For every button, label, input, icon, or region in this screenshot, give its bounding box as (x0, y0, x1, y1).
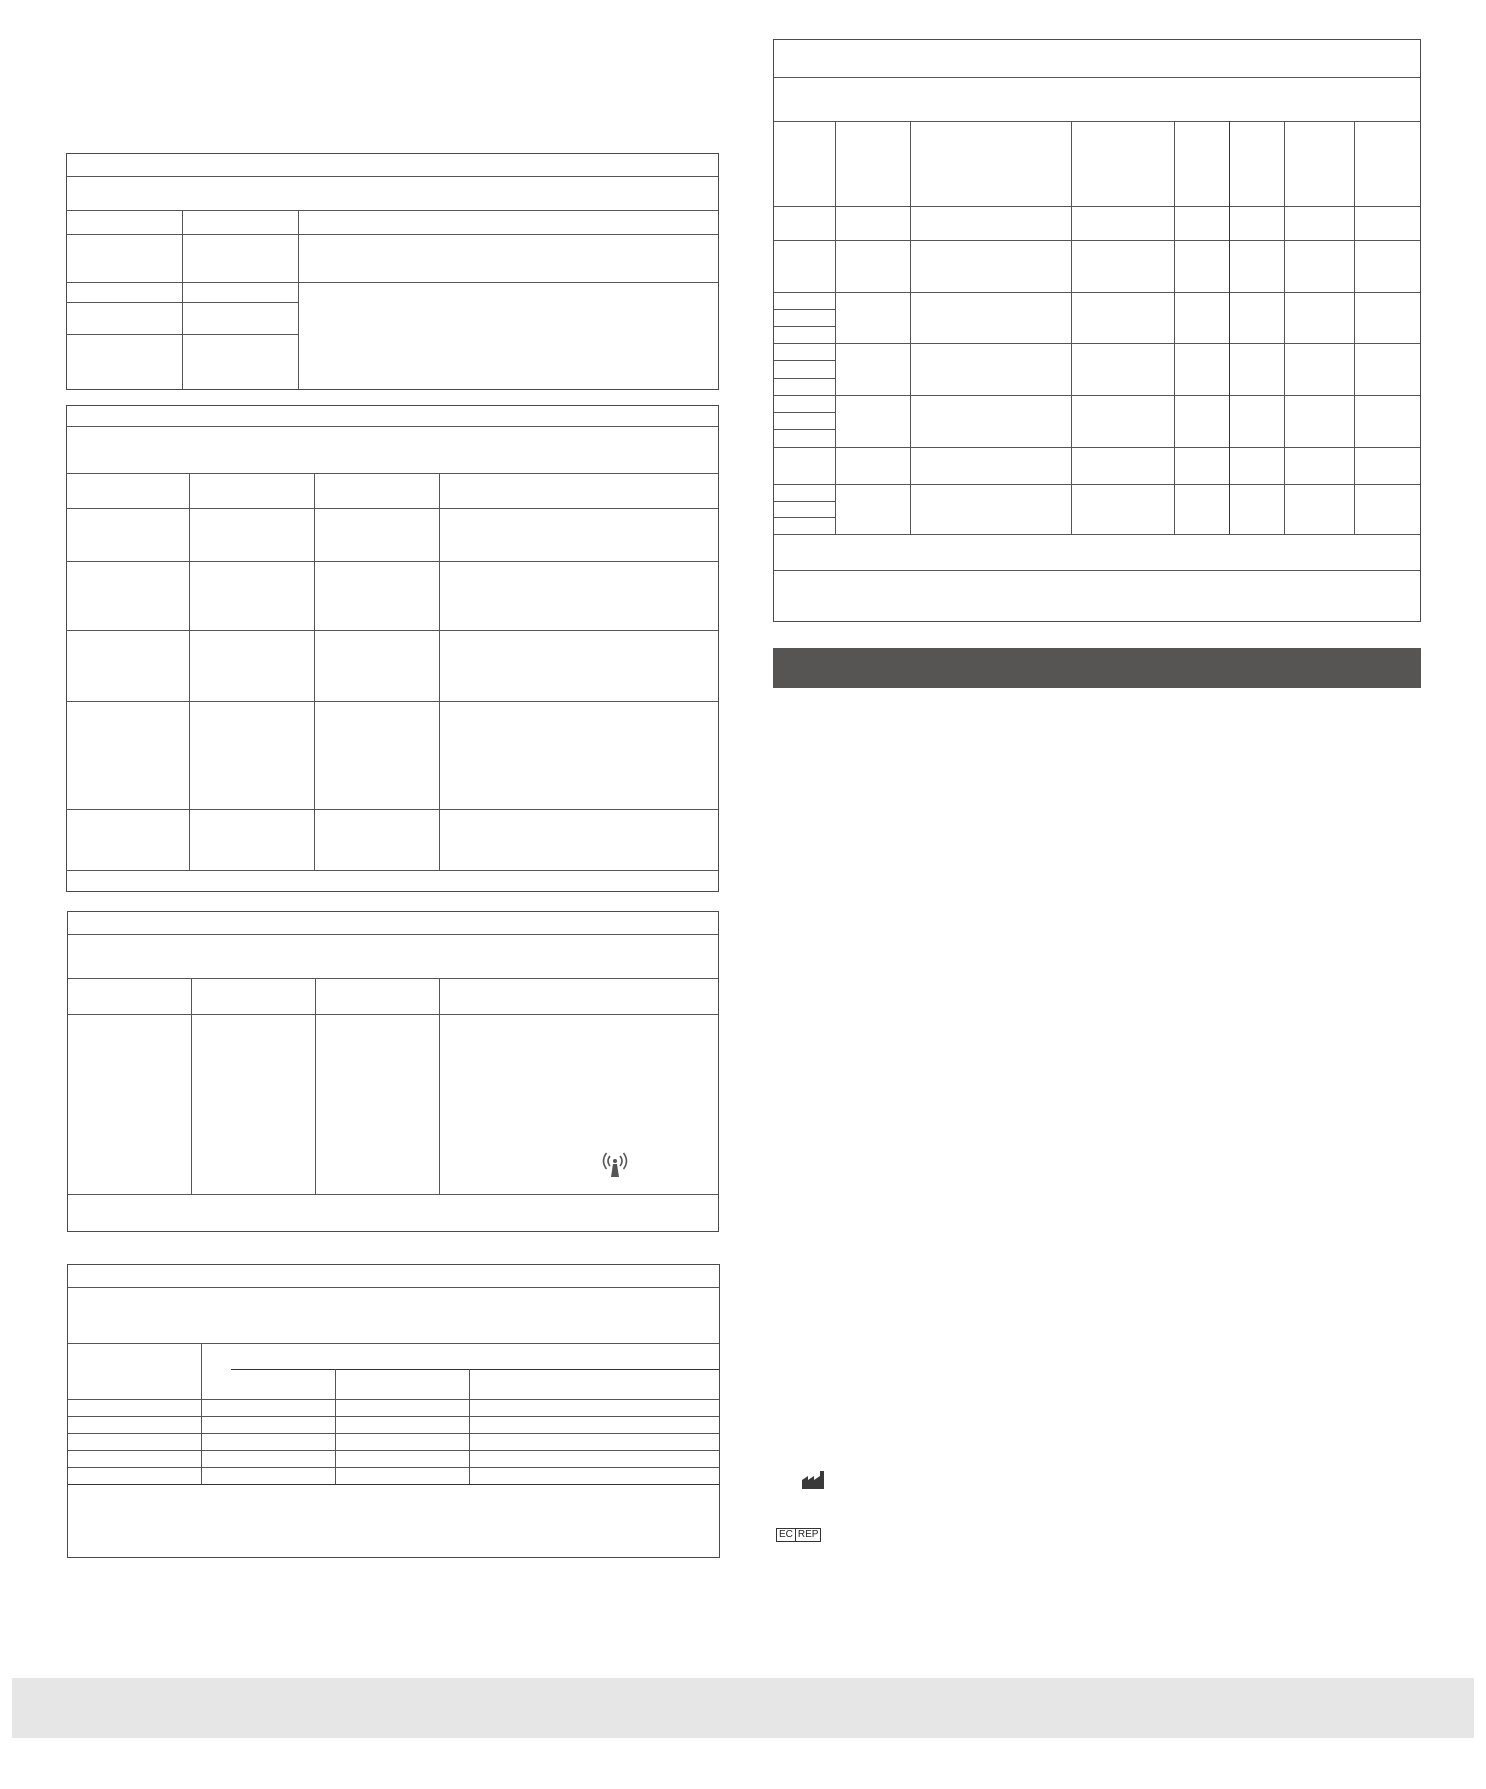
table-5-title-rule (774, 77, 1420, 78)
table-2-row-rule (67, 508, 718, 509)
table-5-row-rule (774, 534, 1420, 535)
non-ionizing-radiation-icon (599, 1150, 631, 1178)
ec-label: EC (779, 1529, 793, 1540)
table-2-col-rule (314, 473, 315, 870)
table-5-subrow-rule (774, 517, 835, 518)
section-banner (773, 648, 1421, 688)
table-2-row-rule (67, 809, 718, 810)
table-5-row-rule (774, 292, 1420, 293)
table-3-row-rule (68, 1194, 718, 1195)
table-2 (66, 405, 719, 892)
table-5-subrow-rule (774, 378, 835, 379)
table-1-row-rule (67, 234, 718, 235)
table-1-col-rule (182, 210, 183, 389)
table-4-row-rule (68, 1416, 719, 1417)
table-3-title-rule (68, 934, 718, 935)
table-3-col-rule (191, 978, 192, 1194)
table-4-header-rule (68, 1343, 719, 1344)
table-2-row-rule (67, 561, 718, 562)
table-1-row-rule (67, 302, 299, 303)
table-5-col-rule (1174, 121, 1175, 534)
footer-band (12, 1678, 1474, 1738)
table-4-subheader-rule (231, 1369, 719, 1370)
table-5-row-rule (774, 395, 1420, 396)
table-5-subrow-rule (774, 326, 835, 327)
ec-rep-symbol (776, 1528, 821, 1542)
table-2-row-rule (67, 630, 718, 631)
table-5 (773, 39, 1421, 622)
table-1-row-rule (67, 334, 299, 335)
table-5-row-rule (774, 484, 1420, 485)
table-1 (66, 153, 719, 390)
table-5-subrow-rule (774, 429, 835, 430)
manufacturer-icon (801, 1470, 825, 1490)
table-1-row-rule (67, 282, 718, 283)
table-4-row-rule (68, 1484, 719, 1485)
table-5-row-rule (774, 343, 1420, 344)
table-2-col-rule (189, 473, 190, 870)
table-4 (67, 1264, 720, 1558)
table-5-row-rule (774, 240, 1420, 241)
table-3 (67, 911, 719, 1232)
table-3-col-rule (439, 978, 440, 1194)
table-3-header-rule (68, 978, 718, 979)
table-2-col-rule (439, 473, 440, 870)
table-4-col-rule (201, 1343, 202, 1484)
table-2-title-rule (67, 426, 718, 427)
table-4-title-rule (68, 1287, 719, 1288)
table-4-col-rule (335, 1369, 336, 1484)
table-1-col-rule (298, 210, 299, 389)
table-1-header-rule (67, 210, 718, 211)
table-3-row-rule (68, 1014, 718, 1015)
table-5-col-rule (835, 121, 836, 534)
rep-label: REP (795, 1529, 821, 1541)
table-5-subrow-rule (774, 360, 835, 361)
table-5-row-rule (774, 570, 1420, 571)
table-4-row-rule (68, 1433, 719, 1434)
table-1-title-rule (67, 176, 718, 177)
table-4-row-rule (68, 1399, 719, 1400)
table-5-subrow-rule (774, 309, 835, 310)
table-5-subrow-rule (774, 501, 835, 502)
table-2-row-rule (67, 701, 718, 702)
table-5-subrow-rule (774, 412, 835, 413)
table-2-header-rule (67, 473, 718, 474)
table-5-col-rule (1229, 121, 1230, 534)
table-2-row-rule (67, 870, 718, 871)
table-5-col-rule (1284, 121, 1285, 534)
table-4-row-rule (68, 1450, 719, 1451)
table-4-row-rule (68, 1467, 719, 1468)
table-5-col-rule (1071, 121, 1072, 534)
table-5-row-rule (774, 447, 1420, 448)
table-5-row-rule (774, 206, 1420, 207)
table-5-col-rule (910, 121, 911, 534)
table-5-header-rule (774, 121, 1420, 122)
table-3-col-rule (315, 978, 316, 1194)
table-4-col-rule (469, 1369, 470, 1484)
table-5-col-rule (1354, 121, 1355, 534)
